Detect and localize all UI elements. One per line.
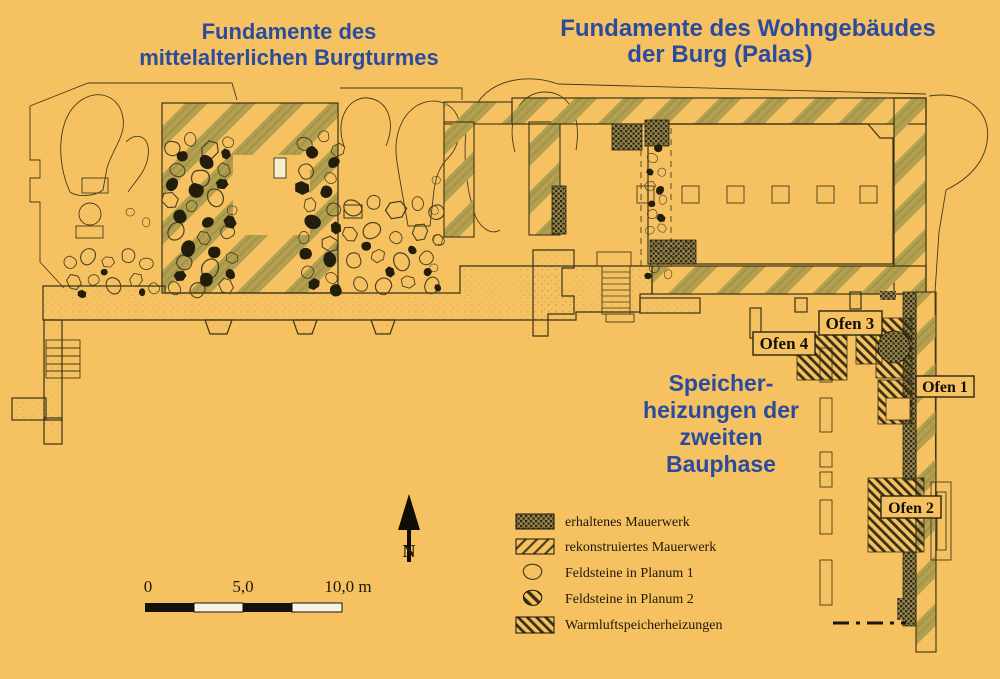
heating-caption-line3: zweiten xyxy=(679,424,763,450)
north-arrow xyxy=(398,494,420,562)
legend-label-planum2: Feldsteine in Planum 2 xyxy=(565,592,694,607)
arcade-pillar-bases xyxy=(820,348,832,605)
legend xyxy=(516,514,722,633)
legend-label-reconstructed: rekonstruiertes Mauerwerk xyxy=(565,540,717,555)
scale-tick-10: 10,0 m xyxy=(324,577,372,596)
oven4-label: Ofen 4 xyxy=(759,334,809,353)
scale-tick-5: 5,0 xyxy=(232,577,254,596)
lower-curtain-wall xyxy=(12,250,700,444)
legend-label-planum1: Feldsteine in Planum 1 xyxy=(565,566,694,581)
scale-bar xyxy=(144,577,372,612)
scale-tick-0: 0 xyxy=(143,577,153,596)
fieldstone-planum2-symbol xyxy=(523,590,541,605)
north-label: N xyxy=(402,541,416,561)
heating-caption-line2: heizungen der xyxy=(643,397,799,423)
fieldstone-planum1-symbol xyxy=(523,564,541,579)
heating-caption-line4: Bauphase xyxy=(666,451,776,477)
heating-caption-line1: Speicher- xyxy=(668,370,774,396)
oven1-label: Ofen 1 xyxy=(922,379,968,396)
legend-label-preserved: erhaltenes Mauerwerk xyxy=(565,515,690,530)
oven3-label: Ofen 3 xyxy=(825,314,875,333)
warm-air-heating-swatch xyxy=(516,617,554,633)
palas-title-line1: Fundamente des Wohngebäudes xyxy=(560,15,936,42)
palas-title-line2: der Burg (Palas) xyxy=(627,41,813,68)
preserved-masonry-swatch xyxy=(516,514,554,529)
legend-label-warmair: Warmluftspeicherheizungen xyxy=(565,618,723,633)
reconstructed-masonry-swatch xyxy=(516,539,554,554)
tower-title-line2: mittelalterlichen Burgturmes xyxy=(139,45,439,70)
oven2-label: Ofen 2 xyxy=(888,500,934,517)
tower-title-line1: Fundamente des xyxy=(201,19,377,44)
palas-pillar-bases xyxy=(637,186,877,203)
